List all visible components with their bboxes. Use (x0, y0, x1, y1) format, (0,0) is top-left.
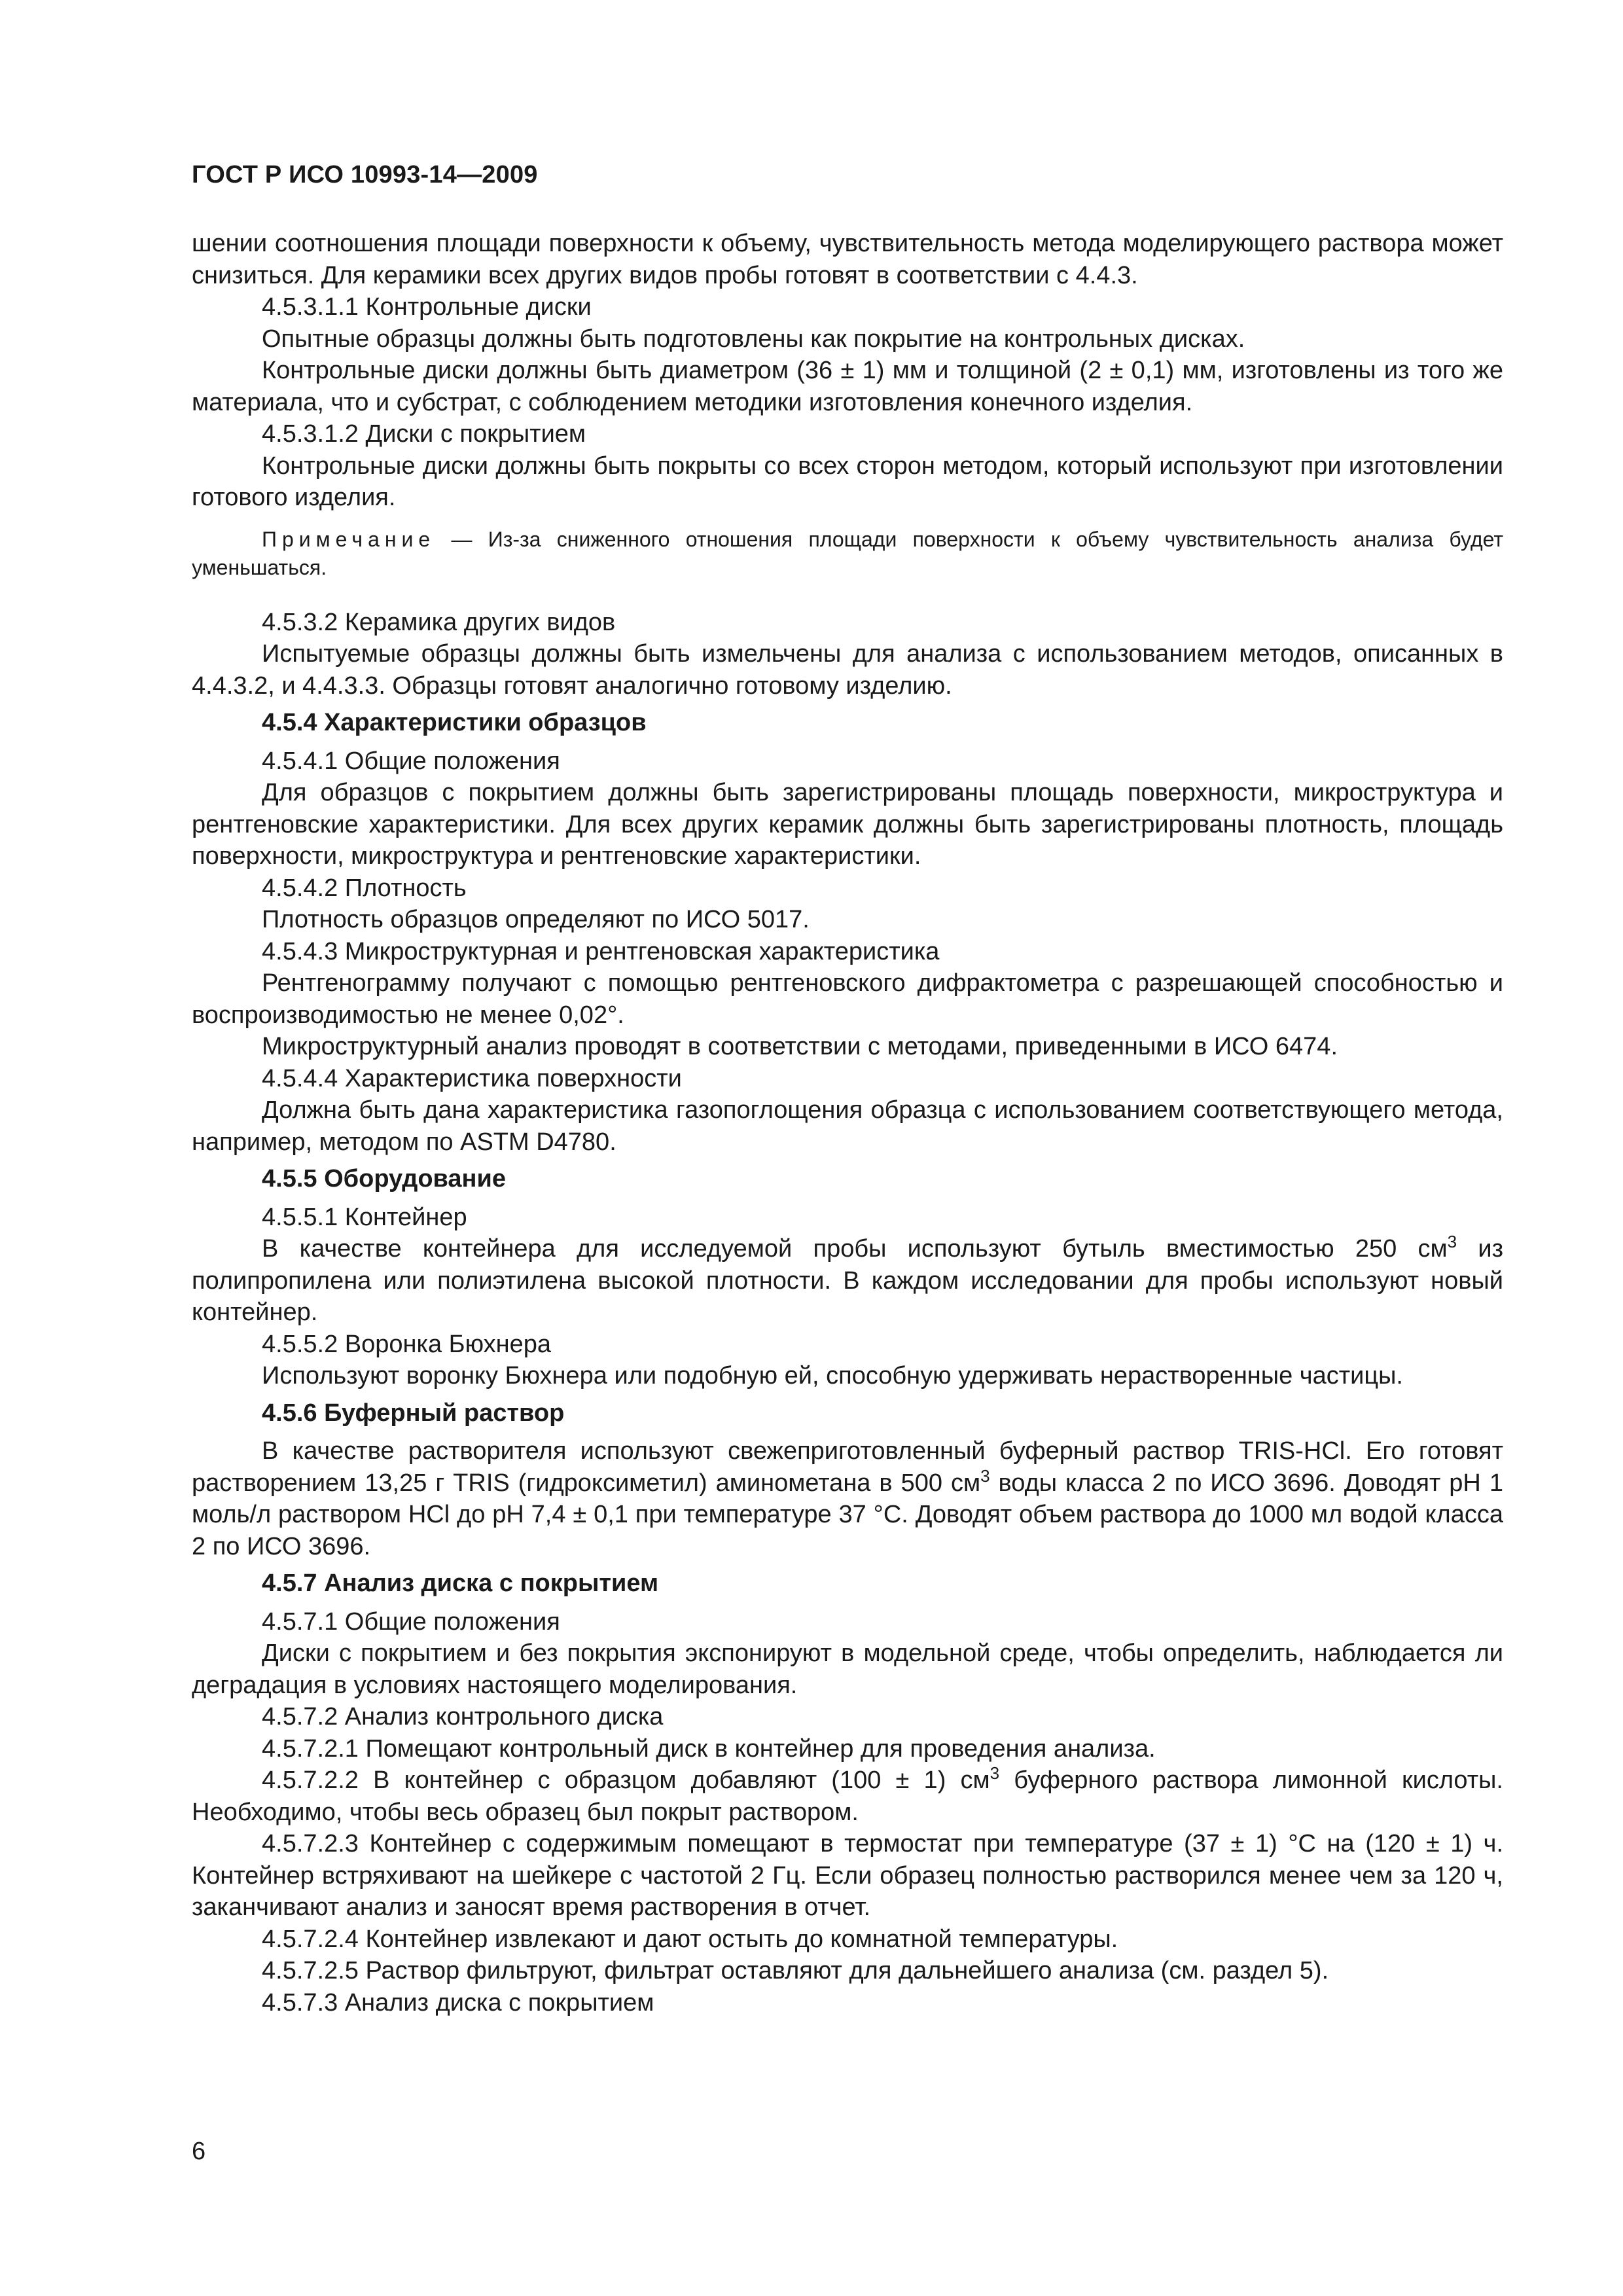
paragraph: Контрольные диски должны быть диаметром (36 ± 1) мм и толщиной (2 ± 0,1) мм, изготовлены из того же материала, что и субстрат, с соблюдением методики изготовления конечного изделия. (192, 357, 1503, 416)
paragraph: Должна быть дана характеристика газопоглощения образца с использованием соответствующего метода, например, методом по ASTM D4780. (192, 1096, 1503, 1156)
subsection-heading-4-5-4-3: 4.5.4.3 Микроструктурная и рентгеновская характеристика (262, 937, 940, 965)
text-run: В качестве растворителя используют свежеприготовленный буферный раствор TRIS-HCl. Его готовят растворением 13,25 г TRIS (гидроксиметил) аминометана в 500 см (192, 1437, 1503, 1497)
paragraph (192, 1435, 1503, 1562)
text-run: 4.5.7.2.2 В контейнер с образцом добавляют (100 ± 1) см (262, 1767, 990, 1794)
paragraph: 4.5.7.2.3 Контейнер с содержимым помещают в термостат при температуре (37 ± 1) °С на (120 ± 1) ч. Контейнер встряхивают на шейкере с частотой 2 Гц. Если образец полностью растворился менее чем за 120 ч, заканчивают анализ и заносят время растворения в отчет. (192, 1830, 1503, 1921)
text-run: буферного раствора лимонной кислоты. Необходимо, чтобы весь образец был покрыт раствором. (192, 1767, 1503, 1826)
subsection-heading-4-5-4-1: 4.5.4.1 Общие положения (262, 747, 560, 775)
paragraph: 4.5.7.2.4 Контейнер извлекают и дают остыть до комнатной температуры. (262, 1925, 1118, 1953)
section-heading-4-5-5: 4.5.5 Оборудование (262, 1165, 506, 1193)
note-text: — Из-за сниженного отношения площади поверхности к объему чувствительность анализа будет уменьшаться. (192, 527, 1503, 579)
subsection-heading-4-5-5-2: 4.5.5.2 Воронка Бюхнера (262, 1330, 552, 1358)
paragraph: Микроструктурный анализ проводят в соответствии с методами, приведенными в ИСО 6474. (262, 1033, 1338, 1060)
subsection-heading-4-5-3-2: 4.5.3.2 Керамика других видов (262, 608, 616, 636)
subsection-heading-4-5-7-3: 4.5.7.3 Анализ диска с покрытием (262, 1988, 654, 2017)
paragraph (192, 1233, 1503, 1329)
paragraph: Испытуемые образцы должны быть измельчены для анализа с использованием методов, описанных в 4.4.3.2, и 4.4.3.3. Образцы готовят аналогично готовому изделию. (192, 640, 1503, 700)
subsection-heading-4-5-7-2: 4.5.7.2 Анализ контрольного диска (262, 1703, 664, 1731)
subsection-heading-4-5-4-2: 4.5.4.2 Плотность (262, 874, 467, 902)
paragraph: Для образцов с покрытием должны быть зарегистрированы площадь поверхности, микроструктура и рентгеновские характеристики. Для всех других керамик должны быть зарегистрированы плотность, площадь поверхности, микроструктура и рентгеновские характеристики. (192, 779, 1503, 870)
subsection-heading-4-5-5-1: 4.5.5.1 Контейнер (262, 1203, 467, 1231)
subsection-heading-4-5-4-4: 4.5.4.4 Характеристика поверхности (262, 1064, 682, 1092)
paragraph: Рентгенограмму получают с помощью рентгеновского дифрактометра с разрешающей способностью и воспроизводимостью не менее 0,02°. (192, 969, 1503, 1029)
section-heading-4-5-4: 4.5.4 Характеристики образцов (262, 709, 647, 736)
section-heading-4-5-6: 4.5.6 Буферный раствор (262, 1399, 565, 1427)
paragraph: Контрольные диски должны быть покрыты со всех сторон методом, который используют при изготовлении готового изделия. (192, 452, 1503, 511)
subsection-heading-4-5-7-1: 4.5.7.1 Общие положения (262, 1607, 560, 1636)
paragraph: Используют воронку Бюхнера или подобную ей, способную удерживать нерастворенные частицы. (262, 1362, 1403, 1390)
paragraph: Плотность образцов определяют по ИСО 5017. (262, 906, 810, 933)
section-heading-4-5-7: 4.5.7 Анализ диска с покрытием (262, 1570, 659, 1597)
paragraph: Диски с покрытием и без покрытия экспонируют в модельной среде, чтобы определить, наблюдается ли деградация в условиях настоящего моделирования. (192, 1640, 1503, 1699)
document-header: ГОСТ Р ИСО 10993-14—2009 (192, 161, 538, 188)
text-run: воды класса 2 по ИСО 3696. Доводят pH 1 моль/л раствором HCl до pH 7,4 ± 0,1 при температуре 37 °С. Доводят объем раствора до 1000 мл водой класса 2 по ИСО 3696. (192, 1469, 1503, 1560)
paragraph: 4.5.7.2.1 Помещают контрольный диск в контейнер для проведения анализа. (262, 1734, 1156, 1763)
page-number: 6 (192, 2138, 206, 2165)
superscript: 3 (1447, 1232, 1457, 1251)
page-body (192, 228, 1503, 2018)
paragraph: Опытные образцы должны быть подготовлены как покрытие на контрольных дисках. (262, 325, 1245, 353)
superscript: 3 (990, 1763, 1000, 1783)
text-run: В качестве контейнера для исследуемой пробы используют бутыль вместимостью 250 см (262, 1235, 1448, 1263)
text-run: из полипропилена или полиэтилена высокой плотности. В каждом исследовании для пробы используют новый контейнер. (192, 1235, 1504, 1326)
note-label: Примечание (262, 527, 436, 551)
subsection-heading-4-5-3-1-1: 4.5.3.1.1 Контрольные диски (262, 293, 592, 321)
superscript: 3 (980, 1465, 990, 1486)
paragraph-continuation: шении соотношения площади поверхности к объему, чувствительность метода моделирующего раствора может снизиться. Для керамики всех других видов пробы готовят в соответствии с 4.4.3. (192, 230, 1503, 289)
paragraph: 4.5.7.2.5 Раствор фильтруют, фильтрат оставляют для дальнейшего анализа (см. раздел 5). (262, 1957, 1329, 1984)
subsection-heading-4-5-3-1-2: 4.5.3.1.2 Диски с покрытием (262, 420, 586, 448)
paragraph (192, 1765, 1503, 1828)
note (192, 526, 1503, 582)
